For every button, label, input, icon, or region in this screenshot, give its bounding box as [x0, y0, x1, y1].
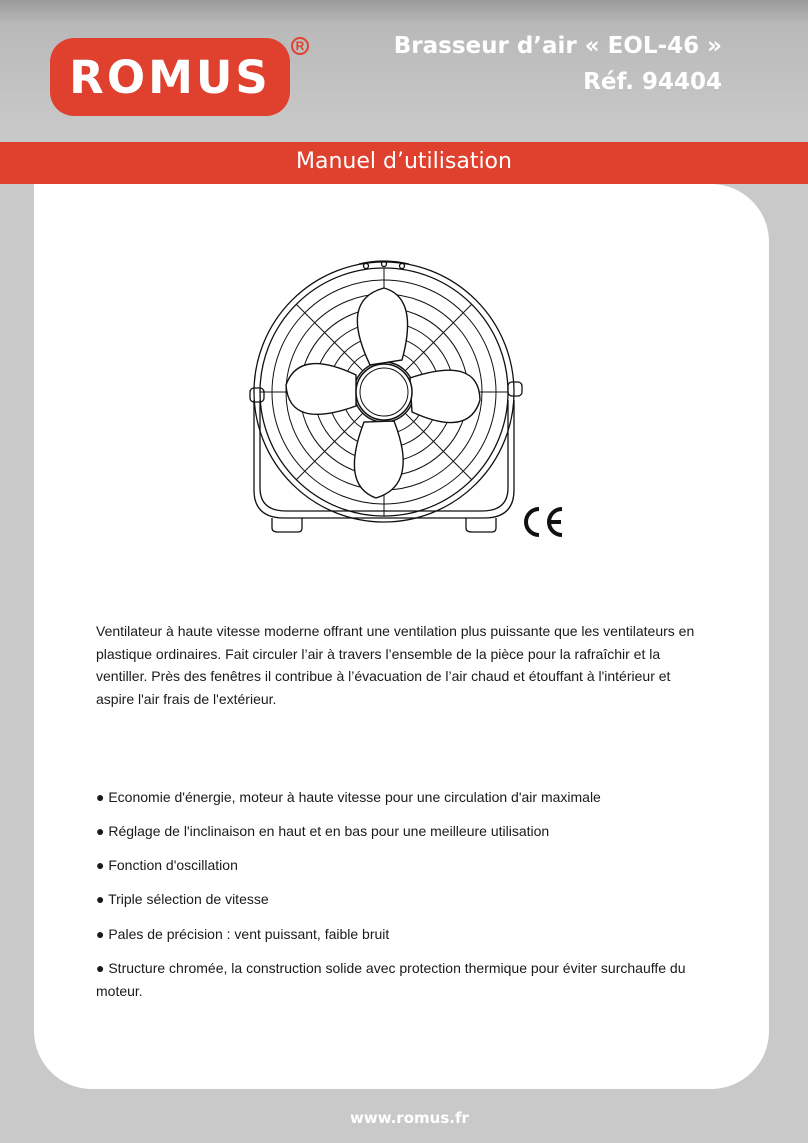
feature-item: ● Triple sélection de vitesse: [96, 891, 269, 907]
product-title: Brasseur d’air « EOL-46 »: [393, 33, 722, 59]
product-description: Ventilateur à haute vitesse moderne offrant une ventilation plus puissante que les ventilateurs en plastique ordinaires. Fait circuler l’air à travers l’ensemble de la pièce pour la rafraîchir et la ventiller. Près des fenêtres il contribue à l’évacuation de l’air chaud et étouffant à l'intérieur et aspire l'air frais de l'extérieur.: [96, 623, 695, 707]
registered-mark-icon: R: [291, 37, 309, 55]
floor-fan-illustration: [244, 260, 528, 540]
product-reference: Réf. 94404: [583, 69, 722, 95]
feature-item: ● Fonction d'oscillation: [96, 857, 238, 873]
manual-subtitle: Manuel d’utilisation: [296, 149, 512, 174]
feature-item: ● Réglage de l'inclinaison en haut et en bas pour une meilleure utilisation: [96, 823, 550, 839]
feature-item: ● Economie d'énergie, moteur à haute vitesse pour une circulation d'air maximale: [96, 789, 601, 805]
footer-url: www.romus.fr: [350, 1109, 469, 1127]
feature-item: ● Pales de précision : vent puissant, faible bruit: [96, 926, 390, 942]
romus-logo: ROMUS: [50, 38, 290, 116]
product-heading: [394, 28, 722, 100]
feature-item: ● Structure chromée, la construction solide avec protection thermique pour éviter surchauffe du moteur.: [96, 960, 686, 999]
ce-mark-icon: [520, 505, 566, 539]
